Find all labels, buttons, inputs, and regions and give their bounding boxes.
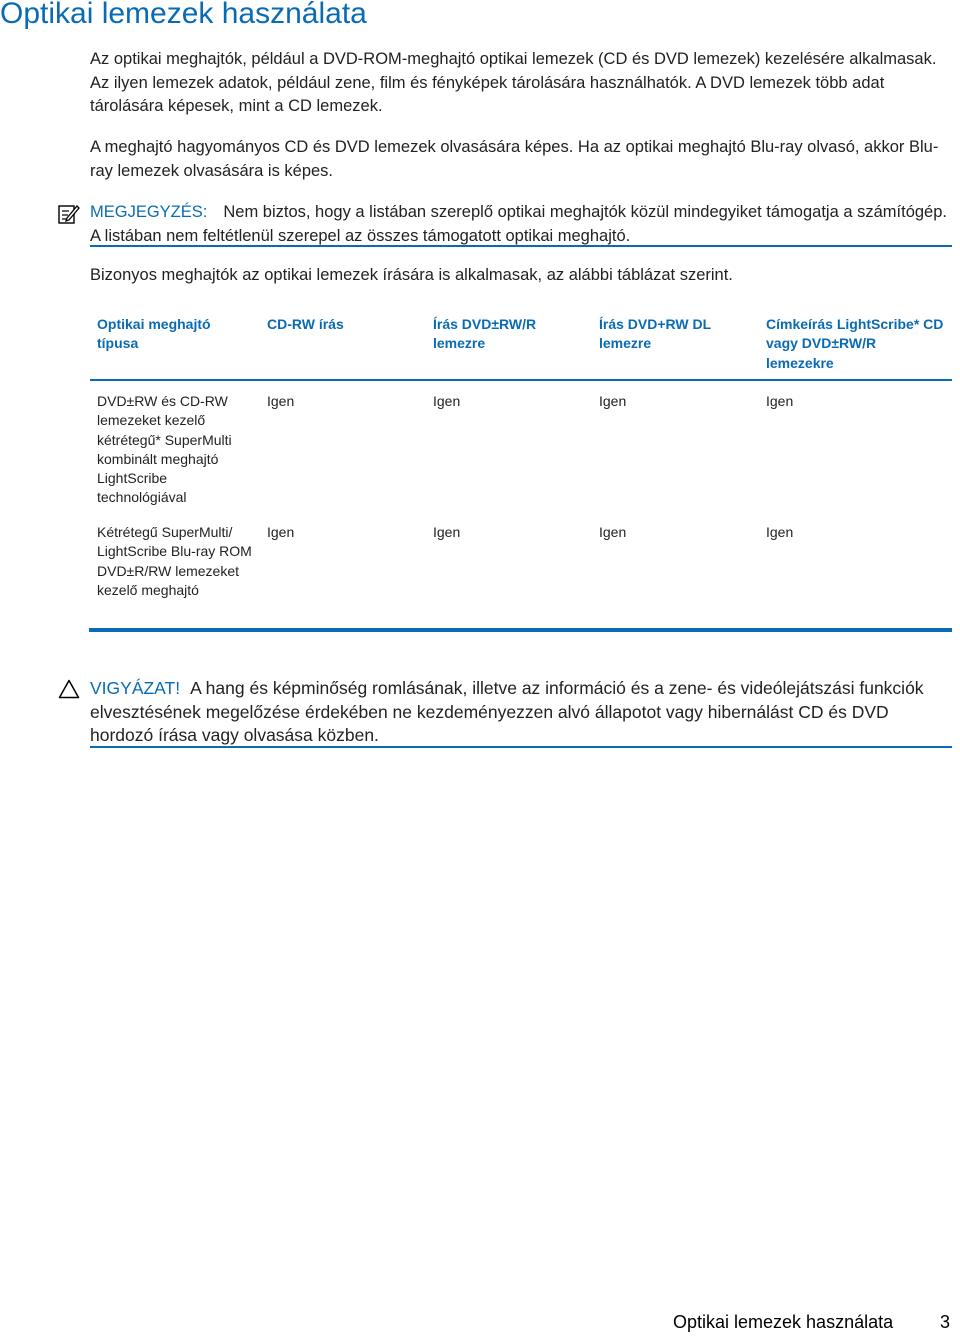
header-dvd-rw: Írás DVD±RW/R lemezre — [433, 316, 537, 352]
table-cell: Igen — [433, 393, 461, 409]
caution-triangle-icon — [58, 679, 80, 699]
table-cell: Igen — [267, 393, 295, 409]
caution-text: A hang és képminőség romlásának, illetve az információ és a zene- és videólejátszási funkciók elvesztésének megelőzése érdekében ne kezdeményezzen alvó állapotot vagy hibernálást CD és DVD hordozó írása vagy olvasása közben. — [90, 678, 924, 745]
table-cell: Igen — [766, 524, 794, 540]
page-number: 3 — [940, 1312, 951, 1332]
table-intro-paragraph: Bizonyos meghajtók az optikai lemezek írására is alkalmasak, az alábbi táblázat szerint. — [90, 266, 733, 284]
intro-paragraph: Az optikai meghajtók, például a DVD-ROM-meghajtó optikai lemezek (CD és DVD lemezek) kezelésére alkalmasak. Az ilyen lemezek adatok, például zene, film és fényképek tárolására használhatók. A DVD lemezek több adat tárolására képesek, mint a CD lemezek. — [90, 50, 937, 115]
caution-label: VIGYÁZAT! — [90, 678, 181, 698]
header-dvd-dl: Írás DVD+RW DL lemezre — [599, 316, 711, 352]
table-cell: Igen — [599, 393, 627, 409]
header-drive-type: Optikai meghajtó típusa — [97, 316, 211, 352]
note-divider — [90, 245, 952, 247]
note-pencil-icon — [58, 203, 80, 225]
table-cell: Igen — [433, 524, 461, 540]
note-text: Nem biztos, hogy a listában szereplő optikai meghajtók közül mindegyiket támogatja a számítógép. A listában nem feltétlenül szerepel az összes támogatott optikai meghajtó. — [90, 203, 947, 245]
footer-title: Optikai lemezek használata — [673, 1312, 894, 1332]
table-cell: Kétrétegű SuperMulti/ LightScribe Blu-ray ROM DVD±R/RW lemezeket kezelő meghajtó — [97, 524, 252, 598]
caution-box — [90, 677, 956, 748]
table-cell: Igen — [599, 524, 627, 540]
table-cell: Igen — [766, 393, 794, 409]
table-cell: Igen — [267, 524, 295, 540]
header-cd-rw: CD-RW írás — [267, 316, 344, 332]
header-lightscribe: Címkeírás LightScribe* CD vagy DVD±RW/R lemezekre — [766, 316, 944, 371]
table-header-divider — [90, 379, 952, 381]
table-bottom-rule — [89, 628, 952, 632]
caution-divider — [90, 746, 952, 748]
note-label: MEGJEGYZÉS: — [90, 203, 208, 221]
reader-paragraph: A meghajtó hagyományos CD és DVD lemezek olvasására képes. Ha az optikai meghajtó Blu-ray olvasó, akkor Blu-ray lemezek olvasására is képes. — [90, 138, 939, 180]
page-title: Optikai lemezek használata — [0, 0, 367, 30]
table-cell: DVD±RW és CD-RW lemezeket kezelő kétrétegű* SuperMulti kombinált meghajtó LightScribe technológiával — [97, 393, 232, 506]
note-box — [90, 201, 952, 248]
